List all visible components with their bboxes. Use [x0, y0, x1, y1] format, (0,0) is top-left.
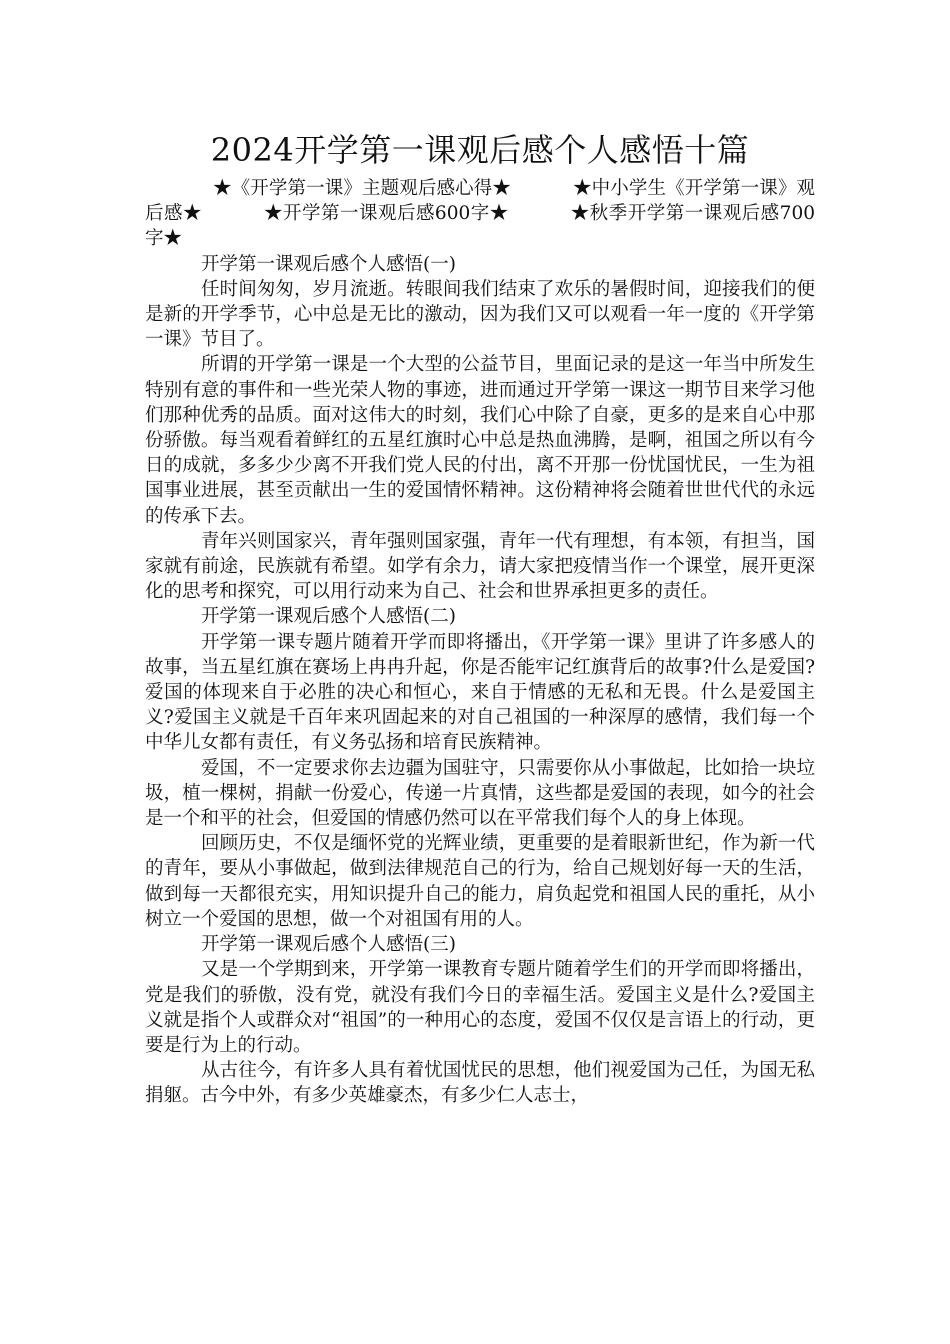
section-heading: 开学第一课观后感个人感悟(二): [201, 606, 456, 628]
document-page: [145, 128, 815, 1109]
paragraph: 爱国，不一定要求你去边疆为国驻守，只需要你从小事做起，比如拾一块垃圾，植一棵树，捐献一份爱心，传递一片真情，这些都是爱国的表现，如今的社会是一个和平的社会，但爱国的情感仍然可以在平常我们每个人的身上体现。: [145, 757, 815, 830]
related-link[interactable]: ★中小学生《开学第一课》观后感★: [145, 178, 815, 225]
document-title: 2024开学第一课观后感个人感悟十篇: [210, 131, 750, 169]
section-heading: 开学第一课观后感个人感悟(三): [201, 934, 456, 956]
paragraph: 回顾历史，不仅是缅怀党的光辉业绩，更重要的是着眼新世纪，作为新一代的青年，要从小事做起，做到法律规范自己的行为，给自己规划好每一天的生活，做到每一天都很充实，用知识提升自己的能力，肩负起党和祖国人民的重托，从小树立一个爱国的思想，做一个对祖国有用的人。: [145, 833, 815, 930]
paragraph: 从古往今，有许多人具有着忧国忧民的思想，他们视爱国为己任，为国无私捐躯。古今中外，有多少英雄豪杰，有多少仁人志士，: [145, 1060, 815, 1107]
paragraph: 青年兴则国家兴，青年强则国家强，青年一代有理想，有本领，有担当，国家就有前途，民族就有希望。如学有余力，请大家把疫情当作一个课堂，展开更深化的思考和探究，可以用行动来为自己、社会和世界承担更多的责任。: [145, 530, 815, 603]
section-heading: 开学第一课观后感个人感悟(一): [201, 253, 456, 275]
paragraph: 开学第一课专题片随着开学而即将播出，《开学第一课》里讲了许多感人的故事，当五星红旗在赛场上冉冉升起，你是否能牢记红旗背后的故事?什么是爱国?爱国的体现来自于必胜的决心和恒心，来自于情感的无私和无畏。什么是爱国主义?爱国主义就是千百年来巩固起来的对自己祖国的一种深厚的感情，我们每一个中华儿女都有责任，有义务弘扬和培育民族精神。: [145, 631, 815, 754]
related-link[interactable]: ★《开学第一课》主题观后感心得★: [213, 178, 511, 199]
paragraph: 任时间匆匆，岁月流逝。转眼间我们结束了欢乐的暑假时间，迎接我们的便是新的开学季节，心中总是无比的激动，因为我们又可以观看一年一度的《开学第一课》节目了。: [145, 278, 815, 351]
related-links: [145, 176, 815, 252]
paragraph: 所谓的开学第一课是一个大型的公益节目，里面记录的是这一年当中所发生特别有意的事件和一些光荣人物的事迹，进而通过开学第一课这一期节目来学习他们那种优秀的品质。面对这伟大的时刻，我们心中除了自豪，更多的是来自心中那份骄傲。每当观看着鲜红的五星红旗时心中总是热血沸腾，是啊，祖国之所以有今日的成就，多多少少离不开我们党人民的付出，离不开那一份忧国忧民，一生为祖国事业进展，甚至贡献出一生的爱国情怀精神。这份精神将会随着世世代代的永远的传承下去。: [145, 354, 815, 527]
paragraph: 又是一个学期到来，开学第一课教育专题片随着学生们的开学而即将播出，党是我们的骄傲，没有党，就没有我们今日的幸福生活。爱国主义是什么?爱国主义就是指个人或群众对“祖国”的一种用心的态度，爱国不仅仅是言语上的行动，更要是行为上的行动。: [145, 959, 815, 1056]
related-link[interactable]: ★秋季开学第一课观后感700字★: [145, 203, 815, 250]
related-link[interactable]: ★开学第一课观后感600字★: [263, 203, 509, 225]
